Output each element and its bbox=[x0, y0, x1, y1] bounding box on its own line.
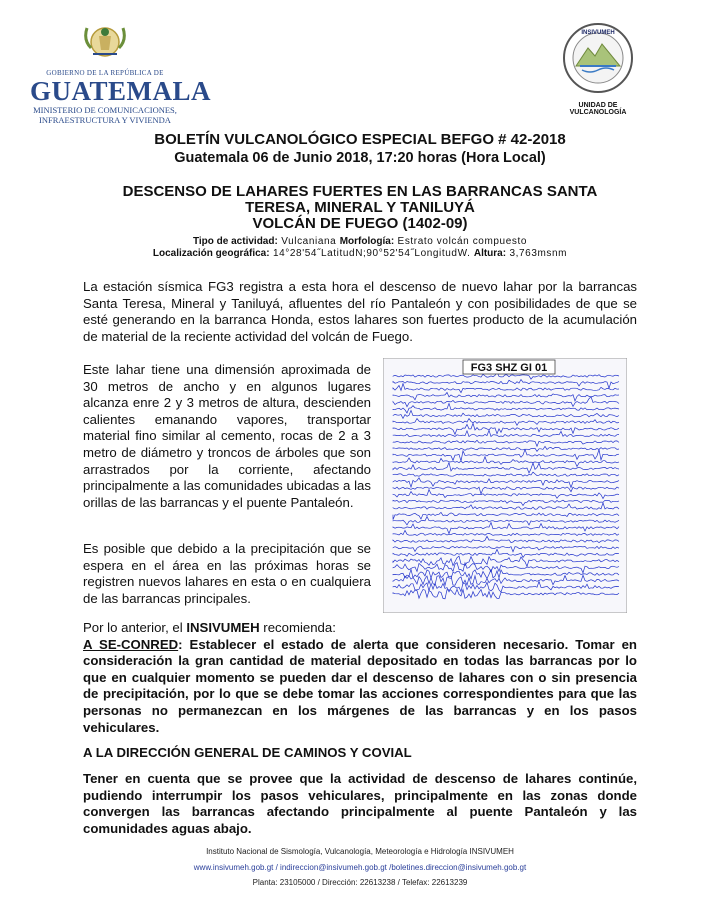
paragraph-station-report: La estación sísmica FG3 registra a esta hora el descenso de nuevo lahar por la barrancas Santa Teresa, Mineral y Taniluyá, afluentes del río Pantaleón y con posibilidades de que se esté generando en la barranca Honda, estos lahares son fuertes producto de la acumulación de material de la reciente actividad del volcán de Fuego. bbox=[83, 279, 637, 344]
paragraph-lahar-description: Este lahar tiene una dimensión aproximada de 30 metros de ancho y en algunos lugares alcanza enre 2 y 3 metros de altura, descienden calientes emanando vapores, transportar material fino similar al cemento, rocas de 2 a 3 metro de diámetro y troncos de árboles que son arrastrados por la corriente, afectando principalmente a las comunidades ubicadas a las orillas de las barrancas y el puente Pantaleón. bbox=[83, 362, 371, 510]
guatemala-wordmark: GUATEMALA bbox=[30, 76, 212, 106]
guatemala-government-logo bbox=[30, 18, 212, 125]
conred-label: A SE-CONRED bbox=[83, 636, 179, 652]
activity-label: Tipo de actividad: bbox=[192, 236, 278, 247]
paragraph-precipitation: Es posible que debido a la precipitación que se espera en el área en las próximas horas se registren nuevos lahares en esta o en cualquiera de las barrancas principales. bbox=[83, 541, 371, 606]
location-meta bbox=[0, 248, 720, 259]
footer-institute: Instituto Nacional de Sismología, Vulcanología, Meteorología e Hidrología INSIVUMEH bbox=[206, 847, 514, 856]
covial-text: Tener en cuenta que se provee que la actividad de descenso de lahares continúe, pudiendo interrumpir los pasos vehiculares, principalmente en las zonas donde convergen las barrancas afectando principalmente al puente Pantaleón y las comunidades aguas abajo. bbox=[83, 771, 637, 836]
morphology-value: Estrato volcán compuesto bbox=[397, 236, 528, 247]
recommend-intro: Por lo anterior, el bbox=[83, 620, 187, 635]
headline-line-2: TERESA, MINERAL Y TANILUYÁ bbox=[245, 199, 475, 216]
altitude-value: 3,763msnm bbox=[509, 248, 568, 259]
bulletin-title: BOLETÍN VULCANOLÓGICO ESPECIAL BEFGO # 42-2018 bbox=[154, 131, 566, 148]
insivumeh-ring-text: INSIVUMEH bbox=[581, 30, 615, 36]
footer-phones: Planta: 23105000 / Dirección: 22613238 / Telefax: 22613239 bbox=[252, 878, 468, 887]
ministry-line-2: INFRAESTRUCTURA Y VIVIENDA bbox=[39, 115, 171, 125]
headline-line-3: VOLCÁN DE FUEGO (1402-09) bbox=[252, 215, 468, 232]
covial-heading: A LA DIRECCIÓN GENERAL DE CAMINOS Y COVIAL bbox=[83, 745, 412, 760]
activity-meta bbox=[0, 236, 720, 247]
altitude-label: Altura: bbox=[473, 248, 507, 259]
document-header bbox=[0, 0, 720, 125]
bulletin-date: Guatemala 06 de Junio 2018, 17:20 horas (Hora Local) bbox=[174, 150, 546, 166]
conred-text: : Establecer el estado de alerta que consideren necesario. Tomar en consideración la gran cantidad de material depositado en todas las barrancas por lo que en cualquier momento se pueden dar el descenso de lahares con o sin presencia de precipitación, por lo que se debe tomar las acciones correspondientes para que las personas no permanezcan en los márgenes de las barrancas y en los pasos vehiculares. bbox=[83, 636, 637, 735]
recommendations-block bbox=[83, 620, 637, 736]
ministry-line-1: MINISTERIO DE COMUNICACIONES, bbox=[33, 105, 177, 115]
headline-line-1: DESCENSO DE LAHARES FUERTES EN LAS BARRANCAS SANTA bbox=[122, 183, 598, 200]
seismogram-label: FG3 SHZ GI 01 bbox=[470, 362, 548, 374]
location-value: 14°28'54˝LatitudN;90°52'54˝LongitudW. bbox=[272, 248, 471, 259]
guatemala-coat-of-arms-icon bbox=[79, 18, 131, 62]
recommend-tail: recomienda: bbox=[259, 620, 336, 635]
activity-value: Vulcaniana bbox=[281, 236, 337, 247]
volcanology-unit-label: UNIDAD DE VULCANOLOGÍA bbox=[569, 102, 627, 116]
morphology-label: Morfología: bbox=[339, 236, 395, 247]
recommend-org: INSIVUMEH bbox=[186, 620, 260, 635]
footer-links: www.insivumeh.gob.gt / indireccion@insivumeh.gob.gt /boletines.direccion@insivumeh.gob.gt bbox=[193, 863, 527, 872]
seismogram-image bbox=[383, 358, 627, 613]
bulletin-headline bbox=[0, 184, 720, 232]
location-label: Localización geográfica: bbox=[152, 248, 270, 259]
insivumeh-emblem-icon bbox=[562, 22, 634, 94]
government-small-text: GOBIERNO DE LA REPÚBLICA DE bbox=[46, 69, 164, 77]
insivumeh-logo bbox=[556, 22, 640, 116]
